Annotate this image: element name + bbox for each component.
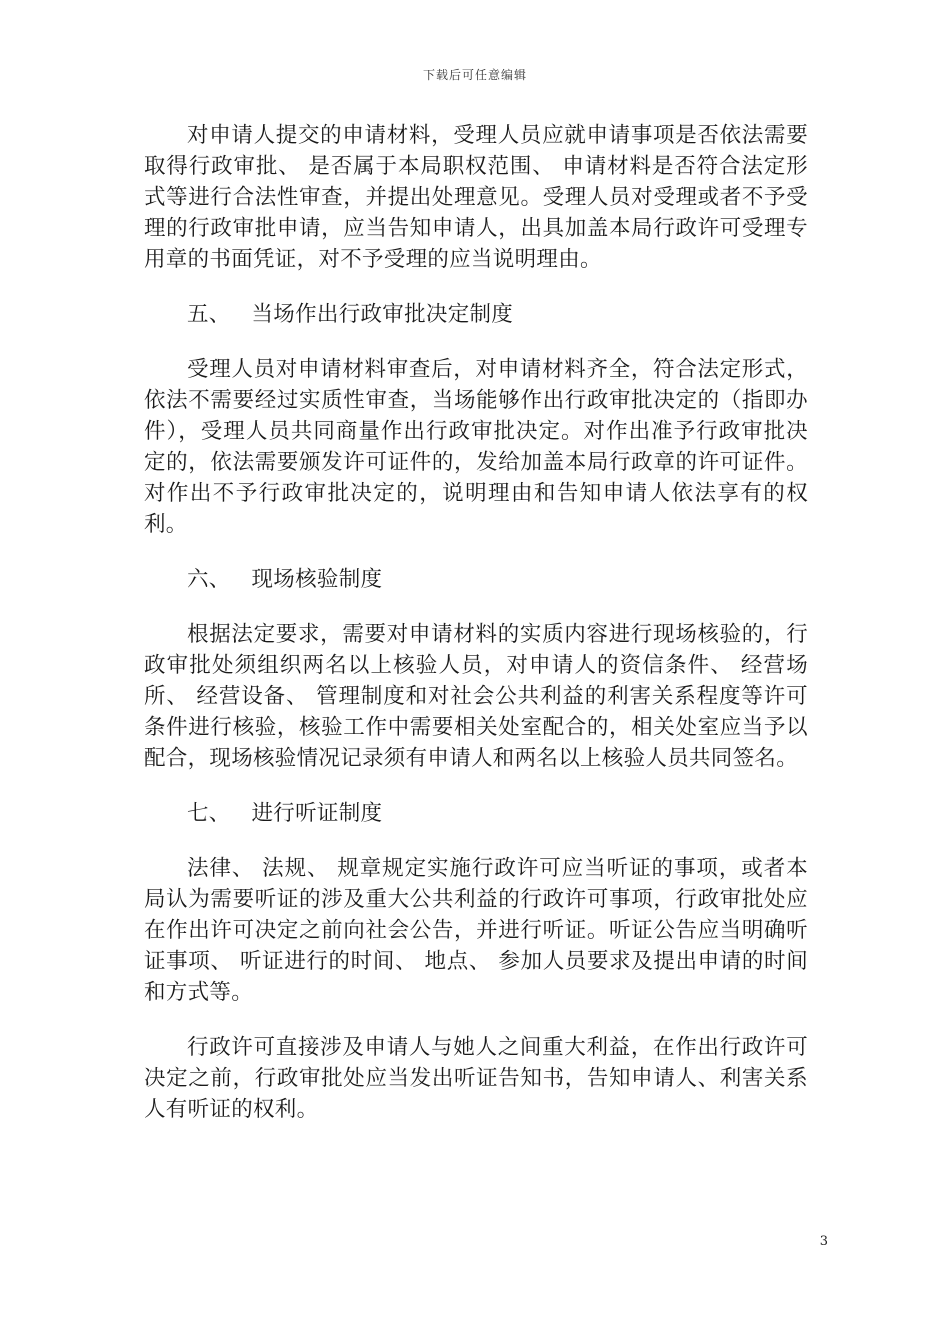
document-body	[144, 120, 808, 1149]
section-heading-7	[144, 798, 808, 829]
paragraph-acceptance-review: 对申请人提交的申请材料，受理人员应就申请事项是否依法需要取得行政审批、 是否属于本局职权范围、 申请材料是否符合法定形式等进行合法性审查，并提出处理意见。受理人员对受理或者不予受理的行政审批申请，应当告知申请人，出具加盖本局行政许可受理专用章的书面凭证，对不予受理的应当说明理由。	[144, 123, 808, 272]
section-title-7: 进行听证制度	[251, 801, 383, 826]
section-number-7: 七、	[187, 801, 231, 826]
section-number-5: 五、	[187, 302, 231, 327]
page-number: 3	[819, 1234, 828, 1249]
paragraph-site-verification: 根据法定要求，需要对申请材料的实质内容进行现场核验的，行政审批处须组织两名以上核验人员，对申请人的资信条件、 经营场所、 经营设备、 管理制度和对社会公共利益的利害关系程度等许可条件进行核验，核验工作中需要相关处室配合的，相关处室应当予以配合，现场核验情况记录须有申请人和两名以上核验人员共同签名。	[144, 622, 808, 771]
page-header: 下载后可任意编辑	[422, 68, 527, 82]
section-heading-5	[144, 299, 808, 330]
section-title-6: 现场核验制度	[251, 567, 383, 592]
paragraph-hearing-announcement: 法律、 法规、 规章规定实施行政许可应当听证的事项，或者本局认为需要听证的涉及重大公共利益的行政许可事项，行政审批处应在作出许可决定之前向社会公告，并进行听证。听证公告应当明确听证事项、 听证进行的时间、 地点、 参加人员要求及提出申请的时间和方式等。	[144, 856, 808, 1005]
paragraph-hearing-notice: 行政许可直接涉及申请人与她人之间重大利益，在作出行政许可决定之前，行政审批处应当发出听证告知书，告知申请人、利害关系人有听证的权利。	[144, 1035, 808, 1122]
paragraph-on-site-decision: 受理人员对申请材料审查后，对申请材料齐全，符合法定形式，依法不需要经过实质性审查，当场能够作出行政审批决定的（指即办件），受理人员共同商量作出行政审批决定。对作出准予行政审批决定的，依法需要颁发许可证件的，发给加盖本局行政章的许可证件。对作出不予行政审批决定的，说明理由和告知申请人依法享有的权利。	[144, 357, 808, 537]
section-heading-6	[144, 564, 808, 595]
section-number-6: 六、	[187, 567, 231, 592]
section-title-5: 当场作出行政审批决定制度	[251, 302, 514, 327]
